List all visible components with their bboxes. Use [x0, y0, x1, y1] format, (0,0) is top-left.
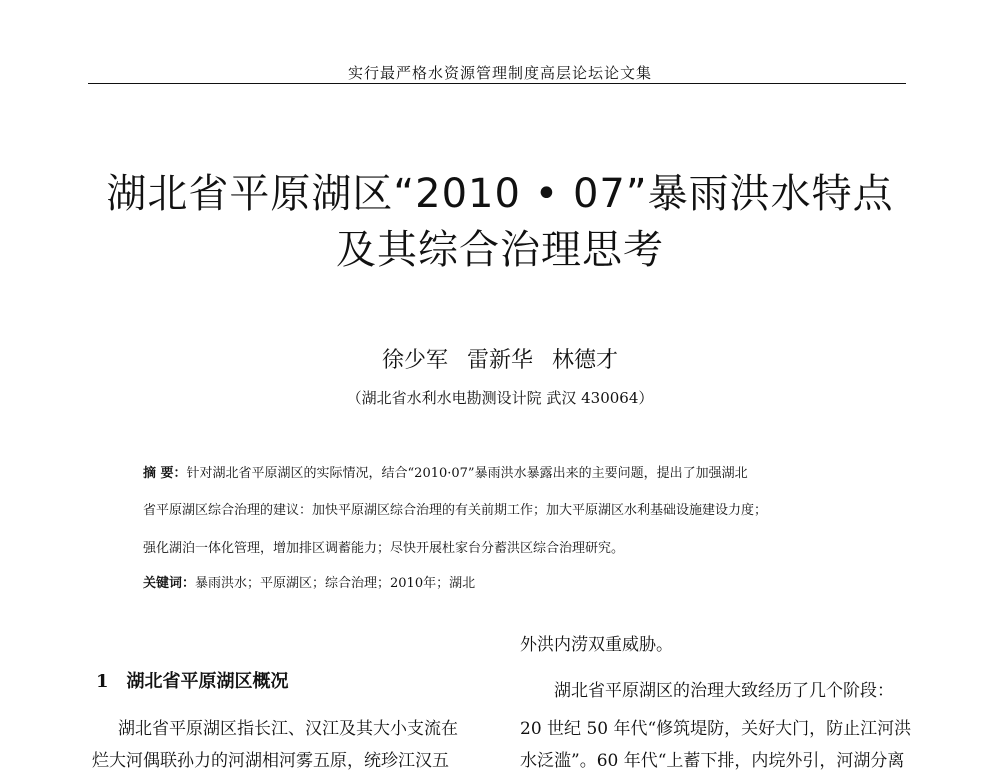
- abstract-line-3: 强化湖泊一体化管理，增加排区调蓄能力；尽快开展杜家台分蓄洪区综合治理研究。: [143, 541, 625, 556]
- header-rule: [88, 83, 906, 84]
- abstract-label: 摘 要：: [143, 466, 187, 481]
- right-col-line-4: 水泛滥”。60 年代“上蓄下排，内垸外引，河湖分离: [520, 751, 905, 771]
- authors: 徐少军 雷新华 林德才: [382, 348, 618, 373]
- keywords-label: 关键词：: [143, 576, 196, 591]
- left-col-para-line-1: 湖北省平原湖区指长江、汉江及其大小支流在: [118, 719, 458, 739]
- paper-title-line-2: 及其综合治理思考: [336, 227, 664, 273]
- affiliation: （湖北省水利水电勘测设计院 武汉 430064）: [346, 389, 654, 407]
- left-col-para-line-2: 烂大河偶联孙力的河湖相河雾五原，统珍江汉五: [92, 751, 449, 771]
- section-1-heading: [96, 667, 289, 693]
- abstract-text-1: 针对湖北省平原湖区的实际情况，结合“2010·07”暴雨洪水暴露出来的主要问题，提出了加强湖北: [186, 466, 748, 481]
- running-header: 实行最严格水资源管理制度高层论坛论文集: [347, 64, 652, 82]
- right-col-line-2: 湖北省平原湖区的治理大致经历了几个阶段：: [554, 681, 894, 701]
- section-title: 湖北省平原湖区概况: [126, 671, 289, 692]
- abstract-line-2: 省平原湖区综合治理的建议：加快平原湖区综合治理的有关前期工作；加大平原湖区水利基础设施建设力度；: [143, 503, 768, 518]
- section-number: 1: [96, 671, 109, 692]
- keywords-line: [143, 572, 475, 591]
- right-col-line-3: 20 世纪 50 年代“修筑堤防，关好大门，防止江河洪: [520, 719, 912, 739]
- right-col-line-1: 外洪内涝双重威胁。: [520, 635, 673, 655]
- keywords-text: 暴雨洪水；平原湖区；综合治理；2010年；湖北: [195, 576, 476, 591]
- abstract-line-1: [143, 462, 748, 481]
- paper-title-line-1: 湖北省平原湖区“2010 • 07”暴雨洪水特点: [106, 171, 894, 217]
